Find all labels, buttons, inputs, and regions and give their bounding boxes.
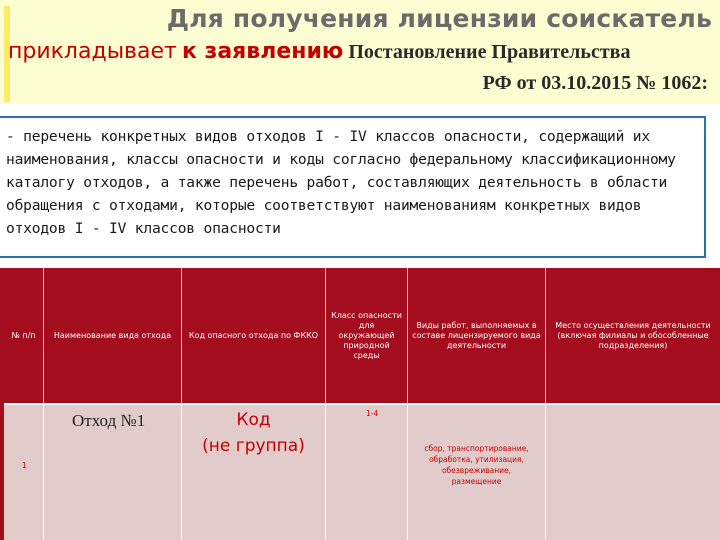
header-cell-hazard-class bbox=[326, 268, 408, 403]
row-code-line-1: Код bbox=[236, 410, 271, 430]
header-label: Код опасного отхода по ФККО bbox=[188, 330, 319, 340]
table-row-separator bbox=[4, 403, 720, 405]
row-num: 1 bbox=[22, 461, 27, 470]
row-code bbox=[182, 407, 325, 459]
row-waste-name: Отход №1 bbox=[72, 411, 146, 430]
header-label: Наименование вида отхода bbox=[53, 330, 172, 340]
title-line-1: Для получения лицензии соискатель bbox=[166, 4, 712, 33]
header-cell-waste-name bbox=[44, 268, 182, 403]
row-cell-location bbox=[546, 405, 720, 540]
header-label: № п/п bbox=[11, 330, 36, 340]
row-hazard-class: 1-4 bbox=[366, 409, 379, 418]
title-red-text: прикладывает bbox=[8, 39, 177, 64]
row-works: сбор, транспортирование, обработка, утилизация, обезвреживание, размещение bbox=[424, 444, 529, 486]
description-text: - перечень конкретных видов отходов I - IV классов опасности, содержащий их наименования, классы опасности и коды согласно федеральному классификационному каталогу отходов, а также перечень работ, составляющих деятельность в области обращения с отходами, которые соответствуют наименованиям конкретных видов отходов I - IV классов опасности bbox=[6, 128, 676, 237]
header-cell-num bbox=[4, 268, 44, 403]
title-decree-text: Постановление Правительства bbox=[348, 41, 631, 63]
row-cell-num bbox=[4, 405, 44, 540]
header-cell-location bbox=[546, 268, 720, 403]
title-line-3: РФ от 03.10.2015 № 1062: bbox=[482, 72, 708, 94]
header-label: Класс опасности для окружающей природной среды bbox=[331, 310, 402, 360]
row-cell-hazard-class bbox=[326, 405, 408, 540]
row-cell-code bbox=[182, 405, 326, 540]
header-label: Виды работ, выполняемых в составе лицензируемого вида деятельности bbox=[412, 320, 541, 350]
row-cell-waste-name bbox=[44, 405, 182, 540]
header-label: Место осуществления деятельности (включая филиалы и обособленные подразделения) bbox=[555, 320, 711, 350]
row-cell-works bbox=[408, 405, 546, 540]
header-cell-fkko-code bbox=[182, 268, 326, 403]
description-box bbox=[0, 116, 706, 258]
header-cell-works bbox=[408, 268, 546, 403]
title-line-2 bbox=[8, 39, 630, 64]
title-box bbox=[0, 0, 720, 104]
title-red-bold-text: к заявлению bbox=[181, 39, 344, 64]
row-code-line-2: (не группа) bbox=[202, 436, 305, 456]
